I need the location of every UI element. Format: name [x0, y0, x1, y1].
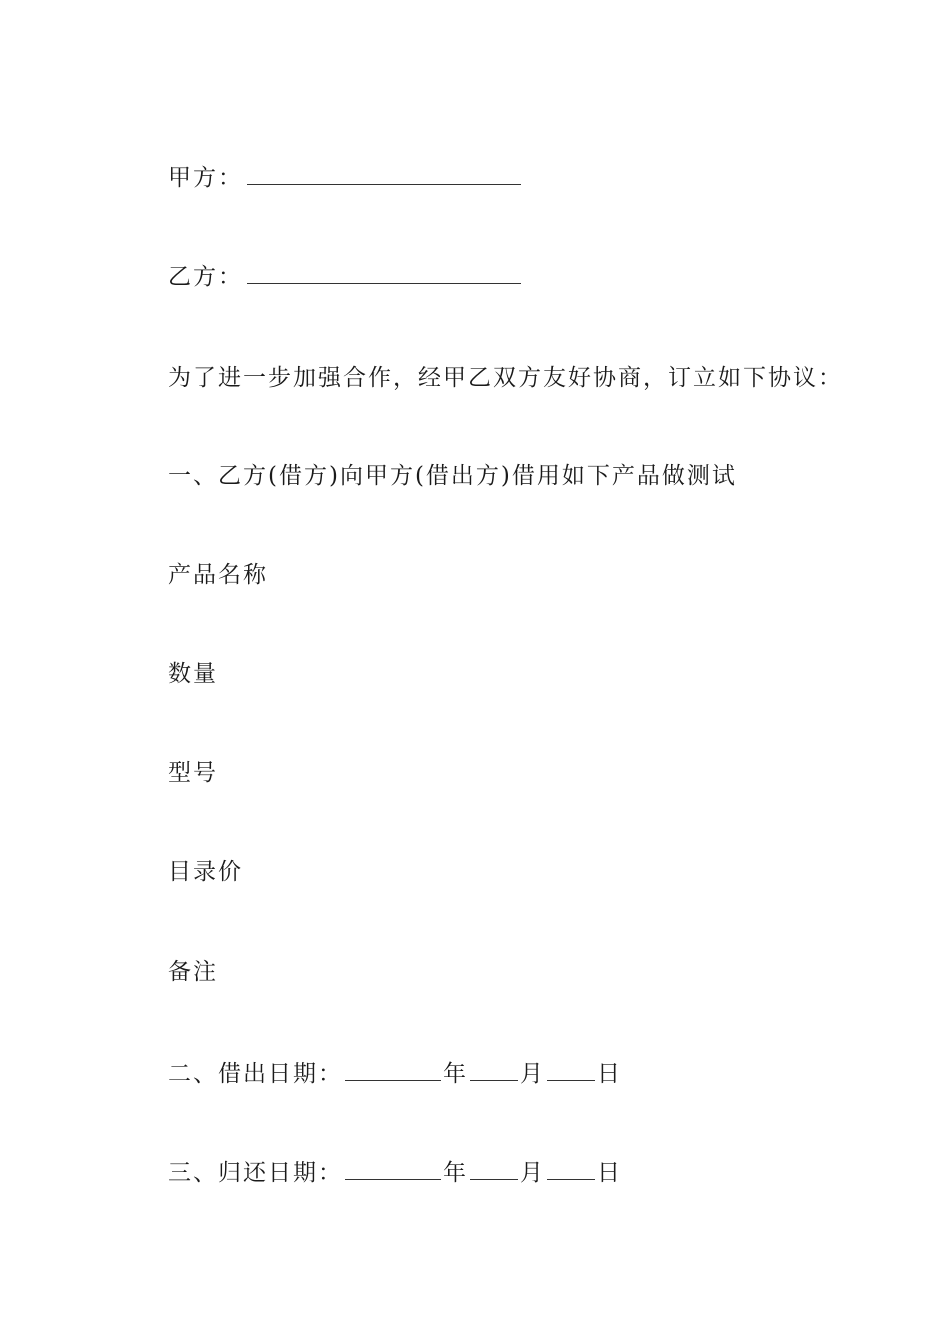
return-month-blank [470, 1157, 518, 1180]
party-a-label: 甲方： [168, 165, 243, 191]
return-date-label: 三、归还日期： [168, 1160, 343, 1186]
lend-year-blank [345, 1058, 441, 1081]
field-product-name: 产品名称 [168, 562, 268, 588]
return-year-blank [345, 1157, 441, 1180]
return-day-label: 日 [597, 1160, 622, 1186]
party-a-line [168, 162, 521, 193]
lend-day-label: 日 [597, 1061, 622, 1087]
return-day-blank [547, 1157, 595, 1180]
lend-day-blank [547, 1058, 595, 1081]
party-a-blank [247, 162, 521, 185]
return-month-label: 月 [520, 1160, 545, 1186]
clause-3-return-date [168, 1157, 622, 1188]
lend-month-blank [470, 1058, 518, 1081]
field-remarks: 备注 [168, 959, 218, 985]
lend-date-label: 二、借出日期： [168, 1061, 343, 1087]
clause-1: 一、乙方(借方)向甲方(借出方)借用如下产品做测试 [168, 463, 737, 489]
return-year-label: 年 [443, 1160, 468, 1186]
party-b-label: 乙方： [168, 264, 243, 290]
field-model: 型号 [168, 760, 218, 786]
party-b-blank [247, 261, 521, 284]
intro-paragraph: 为了进一步加强合作，经甲乙双方友好协商，订立如下协议： [168, 365, 843, 391]
field-quantity: 数量 [168, 661, 218, 687]
field-list-price: 目录价 [168, 859, 243, 885]
lend-year-label: 年 [443, 1061, 468, 1087]
lend-month-label: 月 [520, 1061, 545, 1087]
party-b-line [168, 261, 521, 292]
clause-2-lend-date [168, 1058, 622, 1089]
